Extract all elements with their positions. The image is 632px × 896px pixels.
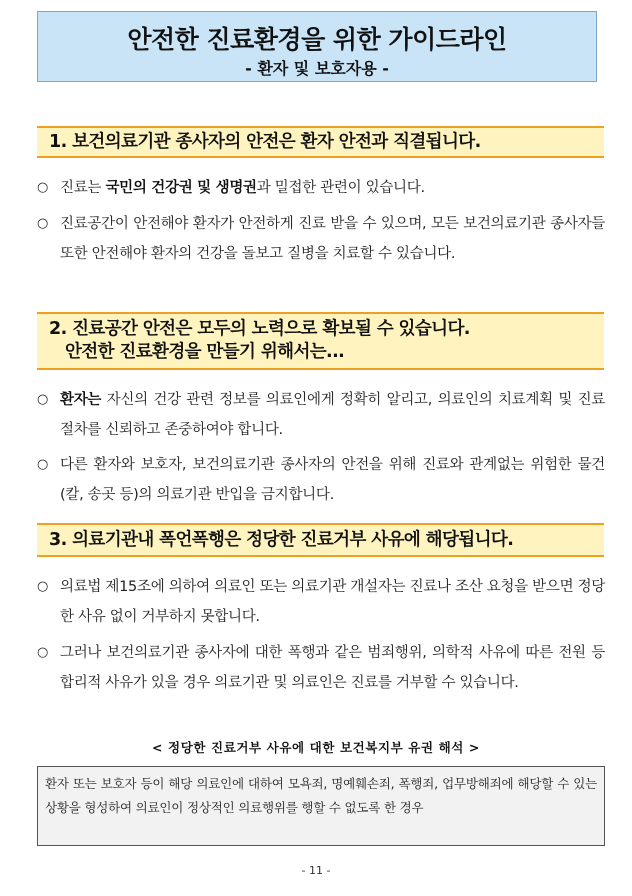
title-box bbox=[37, 11, 597, 82]
section-2-bullet-2 bbox=[37, 450, 605, 510]
bullet-text: 다른 환자와 보호자, 보건의료기관 종사자의 안전을 위해 진료와 관계없는 위험한 물건(칼, 송곳 등)의 의료기관 반입을 금지합니다. bbox=[60, 457, 605, 503]
bold-emphasis: 환자는 bbox=[60, 392, 102, 408]
circle-bullet-icon: ○ bbox=[37, 457, 49, 472]
page-number: - 11 - bbox=[301, 864, 331, 877]
section-3-bullet-1 bbox=[37, 572, 605, 632]
section-1-bullet-2 bbox=[37, 209, 605, 269]
bullet-text: 의료법 제15조에 의하여 의료인 또는 의료기관 개설자는 진료나 조산 요청을 받으면 정당한 사유 없이 거부하지 못합니다. bbox=[60, 579, 605, 625]
section-2-heading-line1: 2. 진료공간 안전은 모두의 노력으로 확보될 수 있습니다. bbox=[49, 319, 470, 339]
circle-bullet-icon: ○ bbox=[37, 645, 49, 660]
page-title: 안전한 진료환경을 위한 가이드라인 bbox=[127, 25, 507, 54]
section-1-bullet-1 bbox=[37, 173, 605, 203]
section-1-heading: 1. 보건의료기관 종사자의 안전은 환자 안전과 직결됩니다. bbox=[37, 126, 604, 158]
circle-bullet-icon: ○ bbox=[37, 180, 49, 195]
section-2-heading-line2: 안전한 진료환경을 만들기 위해서는... bbox=[65, 342, 345, 362]
bold-emphasis: 국민의 건강권 및 생명권 bbox=[105, 180, 257, 196]
circle-bullet-icon: ○ bbox=[37, 392, 49, 407]
circle-bullet-icon: ○ bbox=[37, 579, 49, 594]
circle-bullet-icon: ○ bbox=[37, 216, 49, 231]
bullet-text: 그러나 보건의료기관 종사자에 대한 폭행과 같은 범죄행위, 의학적 사유에 따른 전원 등 합리적 사유가 있을 경우 의료기관 및 의료인은 진료를 거부할 수 있습니다. bbox=[60, 645, 605, 691]
page-subtitle: - 환자 및 보호자용 - bbox=[245, 59, 389, 78]
section-3-bullet-2 bbox=[37, 638, 605, 698]
section-3-heading: 3. 의료기관내 폭언폭행은 정당한 진료거부 사유에 해당됩니다. bbox=[37, 523, 604, 557]
section-2-bullet-1 bbox=[37, 385, 605, 445]
bullet-text: 진료는 국민의 건강권 및 생명권과 밀접한 관련이 있습니다. bbox=[60, 180, 425, 196]
interpretation-box: 환자 또는 보호자 등이 해당 의료인에 대하여 모욕죄, 명예훼손죄, 폭행죄, 업무방해죄에 해당할 수 있는 상황을 형성하여 의료인이 정상적인 의료행위를 행할 수 없도록 한 경우 bbox=[37, 766, 605, 846]
interpretation-title: < 정당한 진료거부 사유에 대한 보건복지부 유권 해석 > bbox=[152, 740, 480, 755]
bullet-text: 진료공간이 안전해야 환자가 안전하게 진료 받을 수 있으며, 모든 보건의료기관 종사자들 또한 안전해야 환자의 건강을 돌보고 질병을 치료할 수 있습니다. bbox=[60, 216, 605, 262]
section-2-heading bbox=[37, 312, 604, 370]
bullet-text: 환자는 자신의 건강 관련 정보를 의료인에게 정확히 알리고, 의료인의 치료계획 및 진료절차를 신뢰하고 존중하여야 합니다. bbox=[60, 392, 605, 438]
